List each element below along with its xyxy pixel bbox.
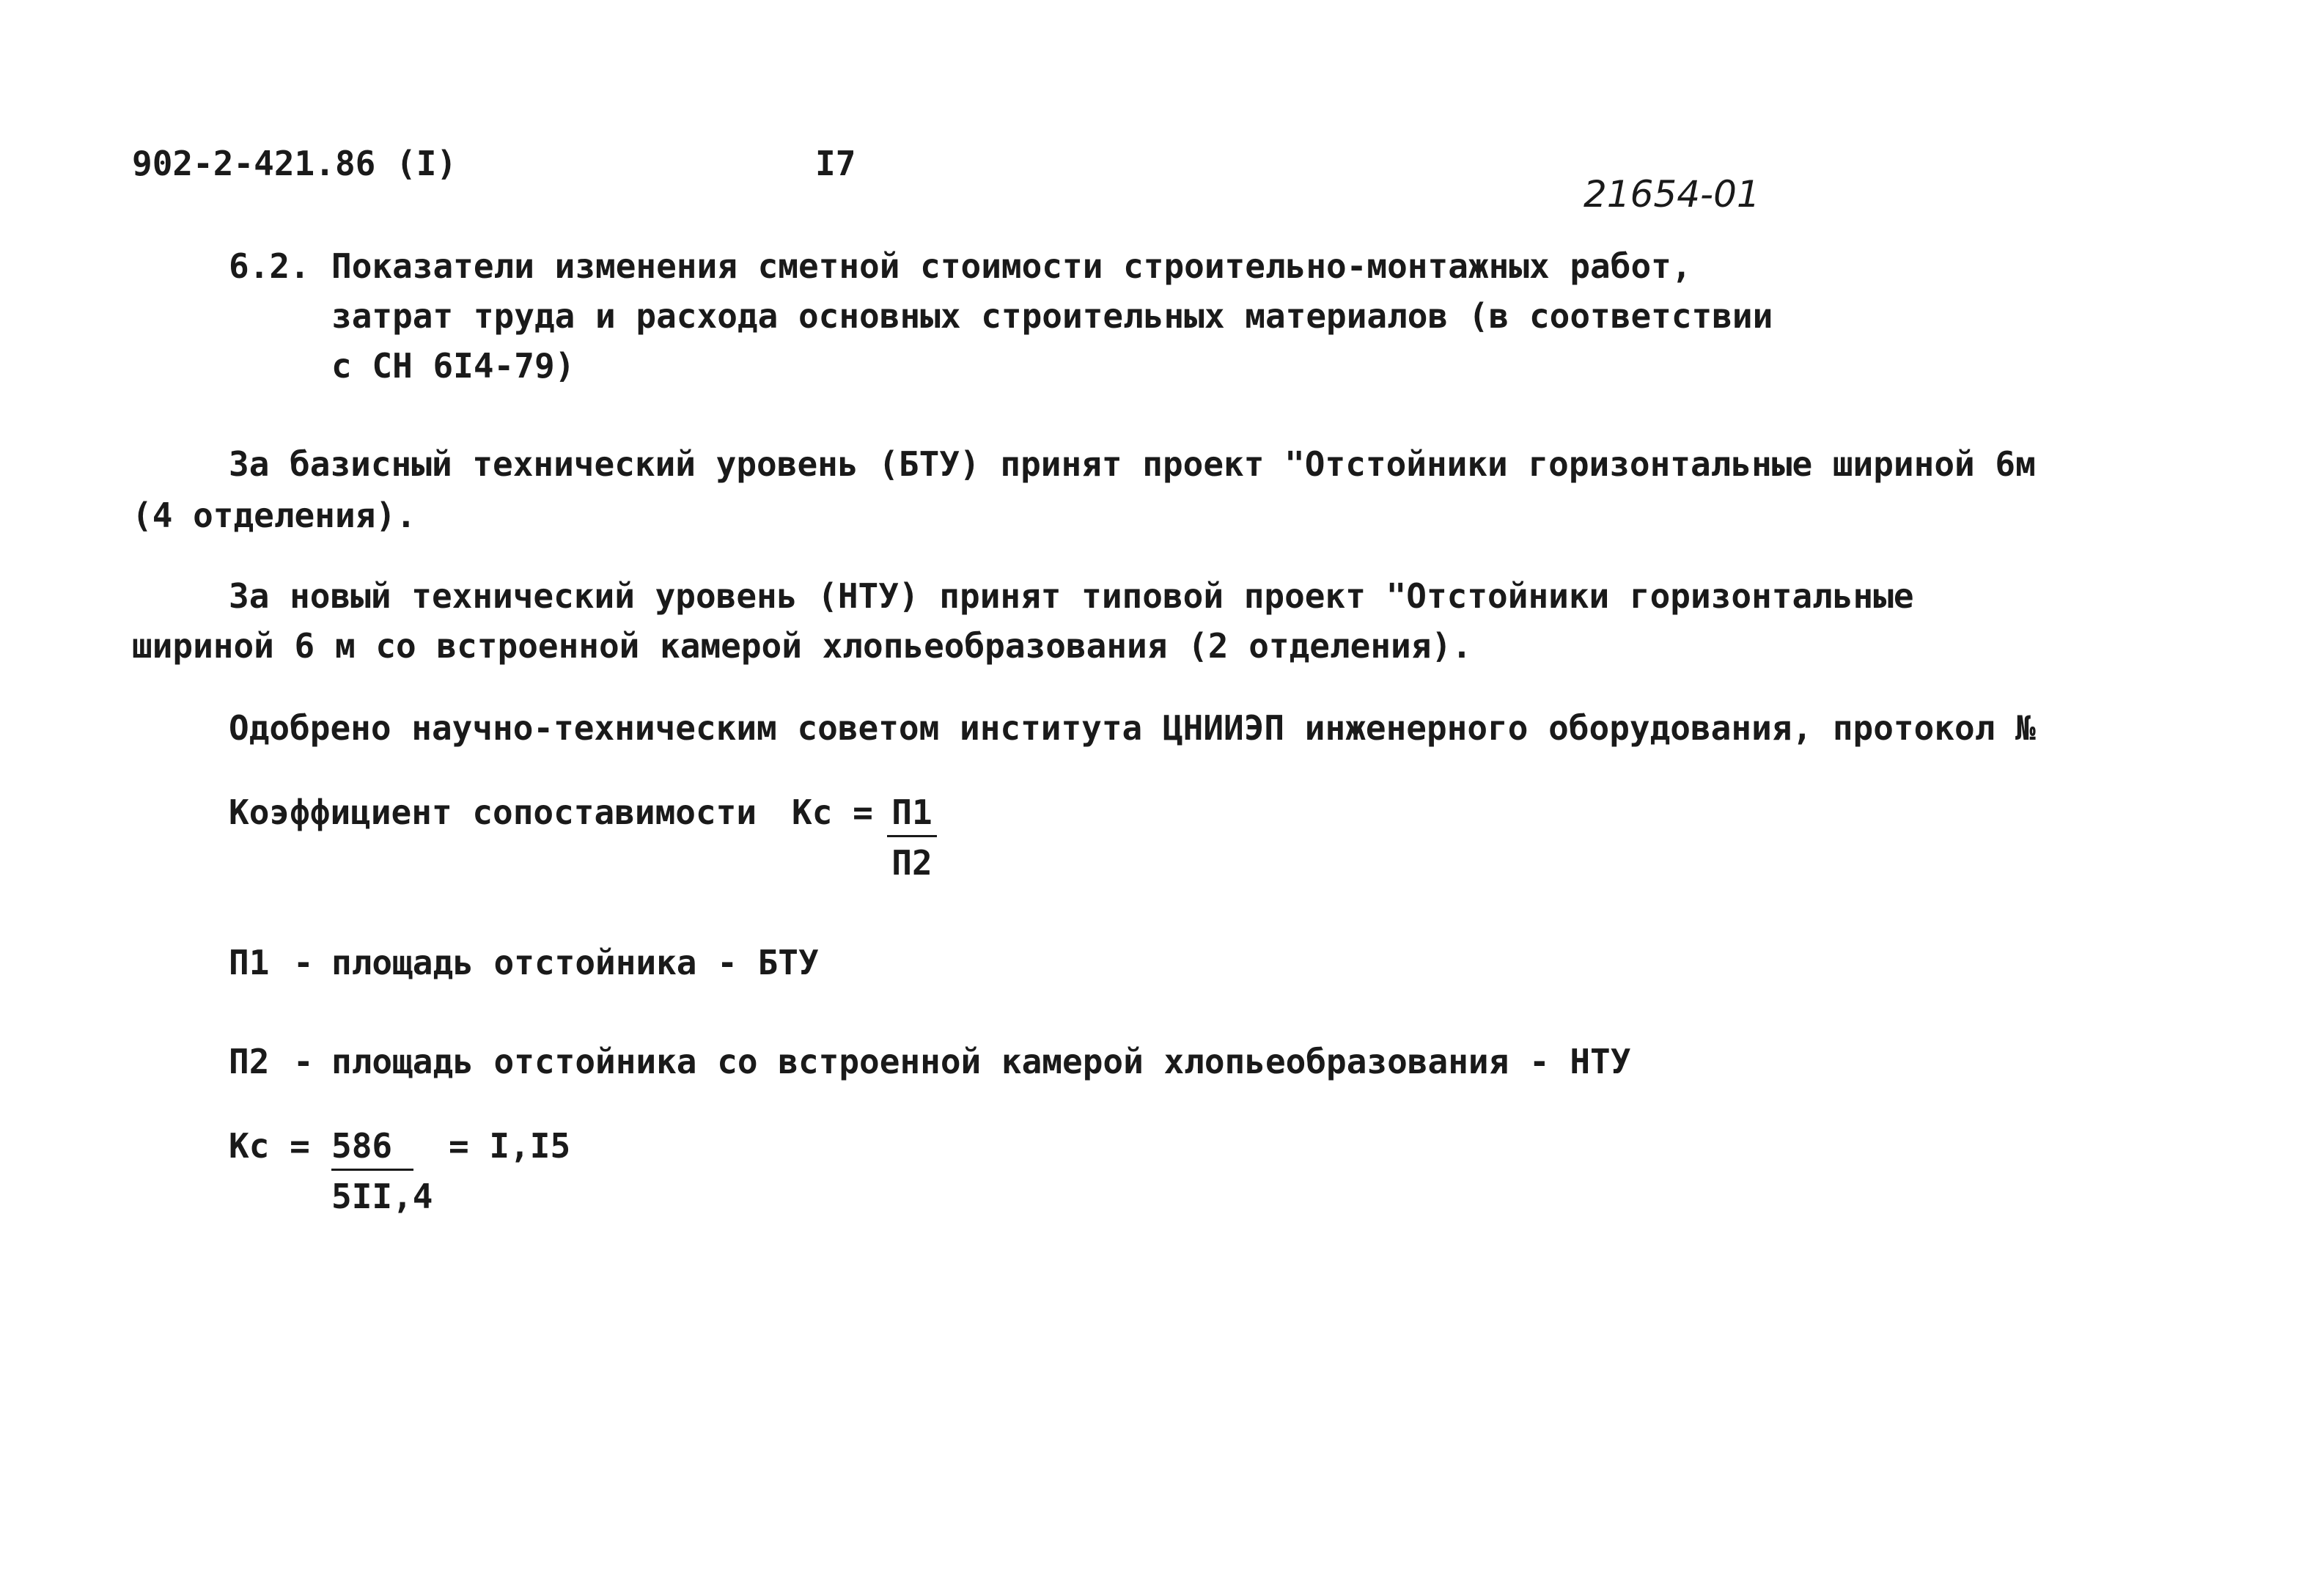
document-number: 902-2-421.86 (I) [132, 144, 457, 183]
calculation-fraction [331, 1126, 434, 1216]
formula-label: Коэффициент сопоставимости [229, 793, 757, 832]
calculation-numerator: 586 [331, 1129, 413, 1171]
definition-p2-symbol: П2 [229, 1042, 270, 1081]
definition-p2-dash: - [293, 1042, 314, 1081]
section-title-line-2: затрат труда и расхода основных строительных материалов (в соответствии [331, 296, 1773, 336]
ntu-paragraph-line-2: шириной 6 м со встроенной камерой хлопьеобразования (2 отделения). [132, 626, 1472, 666]
formula-denominator: П2 [891, 843, 933, 883]
ntu-paragraph-line-1: За новый технический уровень (НТУ) принят типовой проект "Отстойники горизонтальные [229, 576, 1914, 616]
btu-paragraph-line-2: (4 отделения). [132, 496, 416, 535]
definition-p2-text: площадь отстойника со встроенной камерой хлопьеобразования - НТУ [331, 1042, 1631, 1081]
calculation-lhs: Кс = [229, 1126, 310, 1166]
section-title-line-1: Показатели изменения сметной стоимости строительно-монтажных работ, [331, 246, 1692, 286]
page-number: I7 [815, 144, 856, 183]
formula-lhs: Кс = [792, 793, 873, 832]
calculation-denominator: 5II,4 [331, 1177, 433, 1216]
definition-p1-symbol: П1 [229, 943, 270, 982]
formula-fraction [887, 793, 937, 883]
approval-line: Одобрено научно-техническим советом института ЦНИИЭП инженерного оборудования, протокол № [229, 708, 2036, 748]
inventory-number: 21654-01 [1583, 173, 1760, 216]
calculation-result: = I,I5 [449, 1126, 571, 1166]
section-title-line-3: с СН 6I4-79) [331, 346, 575, 386]
definition-p1-text: площадь отстойника - БТУ [331, 943, 819, 982]
section-number: 6.2. [229, 246, 310, 286]
btu-paragraph-line-1: За базисный технический уровень (БТУ) принят проект "Отстойники горизонтальные шириной 6м [229, 444, 2036, 484]
definition-p1-dash: - [293, 943, 314, 982]
formula-numerator: П1 [887, 795, 937, 837]
